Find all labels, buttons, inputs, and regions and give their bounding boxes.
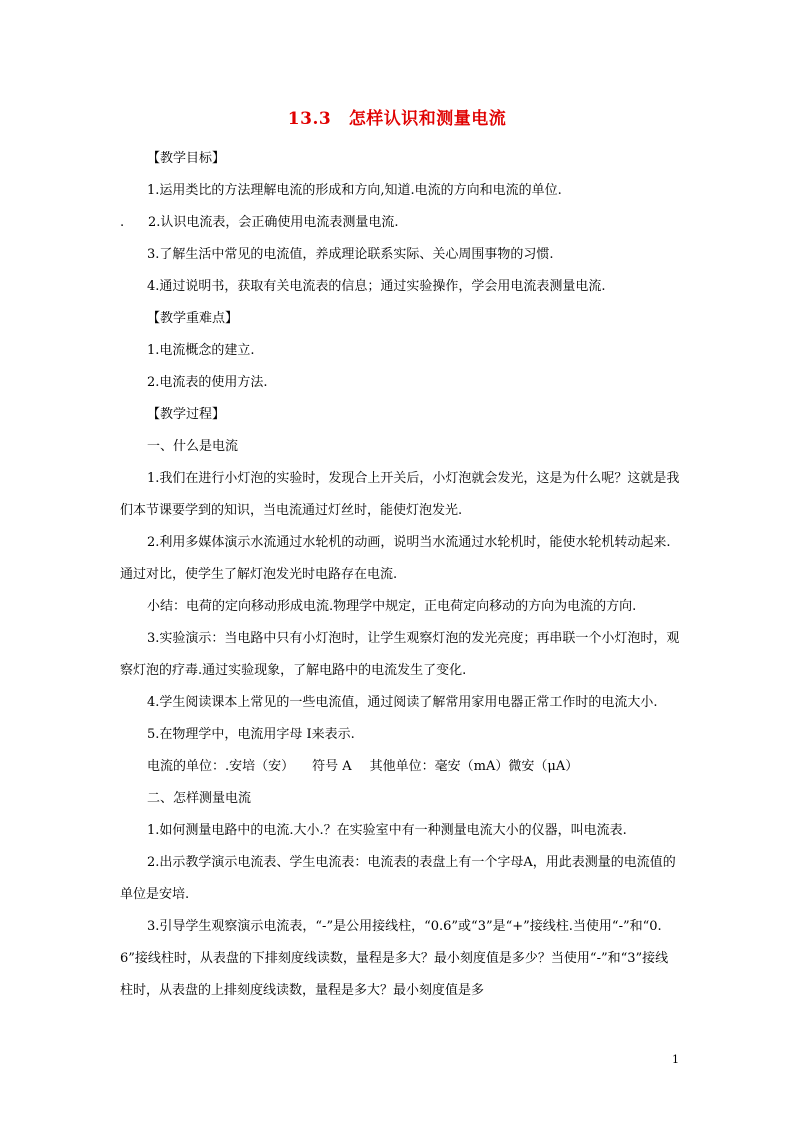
section-heading-key-points: 【教学重难点】 bbox=[147, 311, 239, 326]
part1-paragraph: 4.学生阅读课本上常见的一些电流值，通过阅读了解常用家用电器正常工作时的电流大小. bbox=[147, 695, 658, 710]
part2-paragraph: 3.引导学生观察演示电流表，“-”是公用接线柱，“0.6”或“3”是“+”接线柱.当使用“-”和“0.6”接线柱时，从表盘的下排刻度线读数，量程是多大？最小刻度值是多少？当使用“-”和“3”接线柱时，从表盘的上排刻度线读数，量程是多大？最小刻度值是多 bbox=[120, 919, 669, 998]
part1-summary: 小结：电荷的定向移动形成电流.物理学中规定，正电荷定向移动的方向为电流的方向. bbox=[147, 599, 637, 614]
part2-paragraph: 2.出示教学演示电流表、学生电流表：电流表的表盘上有一个字母A，用此表测量的电流值的单位是安培. bbox=[120, 855, 676, 902]
part2-heading: 二、怎样测量电流 bbox=[147, 791, 252, 806]
section-heading-process: 【教学过程】 bbox=[147, 407, 226, 422]
units-line bbox=[120, 751, 680, 783]
part1-paragraph: 5.在物理学中，电流用字母 I来表示. bbox=[147, 727, 355, 742]
part1-paragraph: 2.利用多媒体演示水流通过水轮机的动画，说明当水流通过水轮机时，能使水轮机转动起来.通过对比，使学生了解灯泡发光时电路存在电流. bbox=[120, 535, 671, 582]
units-others: 其他单位：毫安（mA）微安（μA） bbox=[369, 759, 579, 774]
section-heading-goals: 【教学目标】 bbox=[147, 151, 226, 166]
goal-item-text: 2.认识电流表，会正确使用电流表测量电流. bbox=[148, 215, 399, 230]
goal-item bbox=[120, 207, 680, 239]
page-number: 1 bbox=[672, 1053, 679, 1066]
goal-item: 1.运用类比的方法理解电流的形成和方向,知道.电流的方向和电流的单位. bbox=[147, 183, 562, 198]
stray-mark: . bbox=[120, 215, 125, 230]
goal-item: 4.通过说明书，获取有关电流表的信息；通过实验操作，学会用电流表测量电流. bbox=[147, 279, 606, 294]
goal-item: 3.了解生活中常见的电流值，养成理论联系实际、关心周围事物的习惯. bbox=[147, 247, 554, 262]
units-label: 电流的单位：.安培（安） bbox=[147, 759, 295, 774]
units-symbol: 符号 A bbox=[312, 759, 352, 774]
key-point-item: 1.电流概念的建立. bbox=[147, 343, 255, 358]
part1-heading: 一、什么是电流 bbox=[147, 439, 239, 454]
page-title: 13.3 怎样认识和测量电流 bbox=[287, 109, 507, 129]
part2-paragraph: 1.如何测量电路中的电流.大小.？在实验室中有一种测量电流大小的仪器，叫电流表. bbox=[147, 823, 627, 838]
part1-paragraph: 3.实验演示：当电路中只有小灯泡时，让学生观察灯泡的发光亮度；再串联一个小灯泡时，观察灯泡的疗毒.通过实验现象，了解电路中的电流发生了变化. bbox=[120, 631, 680, 678]
part1-paragraph: 1.我们在进行小灯泡的实验时，发现合上开关后，小灯泡就会发光，这是为什么呢？这就是我们本节课要学到的知识，当电流通过灯丝时，能使灯泡发光. bbox=[120, 471, 680, 518]
key-point-item: 2.电流表的使用方法. bbox=[147, 375, 268, 390]
document-body bbox=[120, 143, 680, 1007]
